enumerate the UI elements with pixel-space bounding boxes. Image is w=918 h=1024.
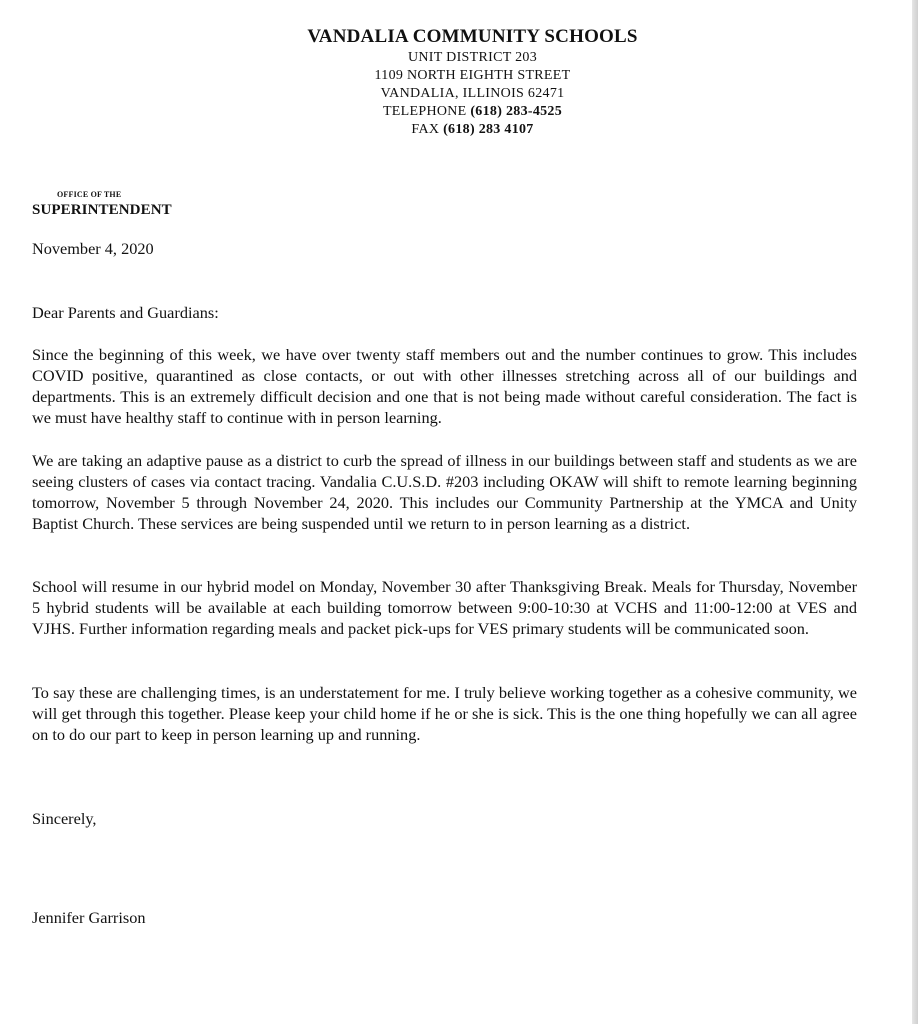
closing: Sincerely, xyxy=(32,809,97,828)
fax-number: (618) 283 4107 xyxy=(443,122,534,137)
telephone-label: TELEPHONE xyxy=(382,104,467,119)
city-state-zip: VANDALIA, ILLINOIS 62471 xyxy=(380,86,565,101)
fax-line xyxy=(0,121,918,139)
office-of-the-label: OFFICE OF THE xyxy=(57,190,122,199)
salutation: Dear Parents and Guardians: xyxy=(32,303,219,322)
paragraph-resume-schedule: School will resume in our hybrid model on Monday, November 30 after Thanksgiving Break. Meals for Thursday, November 5 hybrid students will be available at each building tomorrow between 9:00-10:30 at VCHS and 11:00-12:00 at VES and VJHS. Further information regarding meals and packet pick-ups for VES primary students will be communicated soon. xyxy=(32,577,857,638)
signer-name: Jennifer Garrison xyxy=(32,908,146,927)
telephone-number: (618) 283-4525 xyxy=(470,104,563,119)
superintendent-title: SUPERINTENDENT xyxy=(32,202,172,218)
fax-label: FAX xyxy=(411,122,440,137)
letterhead xyxy=(0,25,918,139)
telephone-line xyxy=(0,103,918,121)
paragraph-adaptive-pause: We are taking an adaptive pause as a district to curb the spread of illness in our buildings between staff and students as we are seeing clusters of cases via contact tracing. Vandalia C.U.S.D. #203 including OKAW will shift to remote learning beginning tomorrow, November 5 through November 24, 2020. This includes our Community Partnership at the YMCA and Unity Baptist Church. These services are being suspended until we return to in person learning as a district. xyxy=(32,451,857,533)
letter-date: November 4, 2020 xyxy=(32,239,154,258)
street-address: 1109 NORTH EIGHTH STREET xyxy=(374,68,571,83)
paragraph-staff-absences: Since the beginning of this week, we have over twenty staff members out and the number continues to grow. This includes COVID positive, quarantined as close contacts, or out with other illnesses stretching across all of our buildings and departments. This is an extremely difficult decision and one that is not being made without careful consideration. The fact is we must have healthy staff to continue with in person learning. xyxy=(32,345,857,427)
organization-name: VANDALIA COMMUNITY SCHOOLS xyxy=(307,26,638,47)
paragraph-challenging-times: To say these are challenging times, is an understatement for me. I truly believe working together as a cohesive community, we will get through this together. Please keep your child home if he or she is sick. This is the one thing hopefully we can all agree on to do our part to keep in person learning up and running. xyxy=(32,683,857,744)
page-edge-shadow xyxy=(912,0,918,1024)
unit-district: UNIT DISTRICT 203 xyxy=(407,50,538,65)
